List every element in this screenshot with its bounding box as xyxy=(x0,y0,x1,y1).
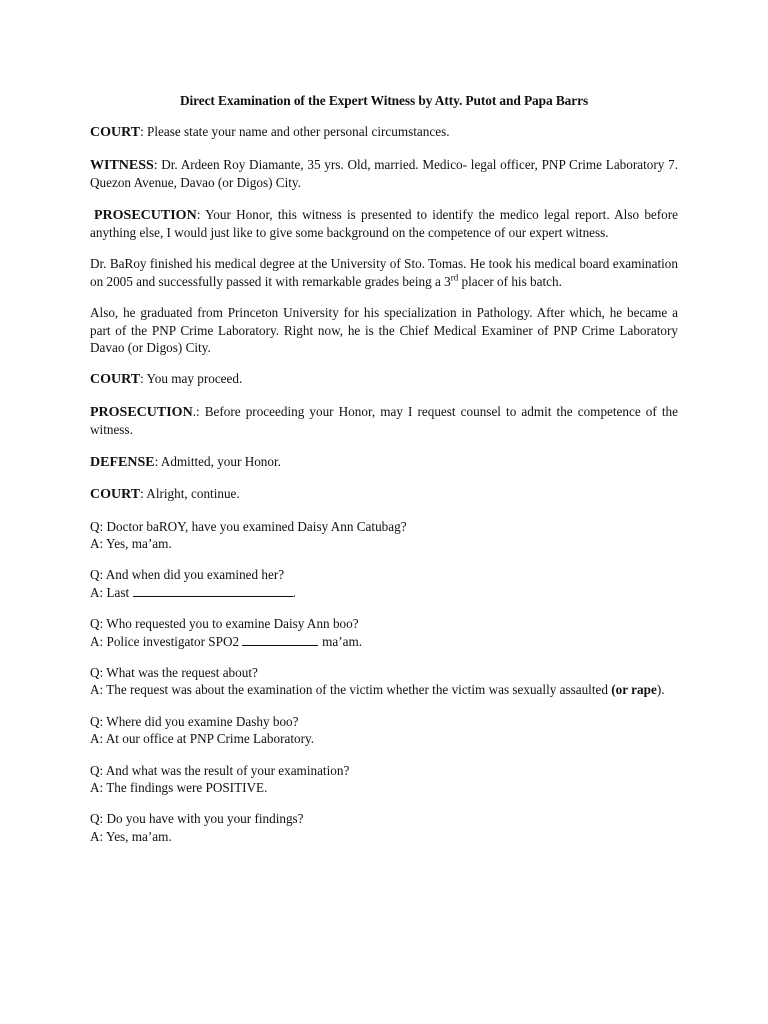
prosecution-statement-1 xyxy=(90,206,678,242)
answer-prefix: A: Police investigator SPO2 xyxy=(90,633,240,649)
question-line: Q: Where did you examine Dashy boo? xyxy=(90,713,299,729)
answer-end: ). xyxy=(656,682,665,698)
document-page xyxy=(90,92,678,859)
background-paragraph-1 xyxy=(90,255,678,290)
witness-statement xyxy=(90,156,678,192)
question-line: Q: What was the request about? xyxy=(90,664,258,680)
qa-pair-6 xyxy=(90,762,678,797)
answer-bold-text: (or rape xyxy=(611,682,657,698)
statement-text: : Your Honor, this witness is presented to identify the medico legal report. Also before anything else, I would just like to give some background on the competence of our expert witness. xyxy=(90,206,678,241)
answer-text: A: The request was about the examination of the victim whether the victim was sexually assaulted xyxy=(90,682,612,698)
speaker-label: COURT xyxy=(90,125,141,141)
statement-text: : Dr. Ardeen Roy Diamante, 35 yrs. Old, married. Medico- legal officer, PNP Crime Laboratory 7. Quezon Avenue, Davao (or Digos) City. xyxy=(90,156,678,191)
question-line: Q: Do you have with you your findings? xyxy=(90,811,304,827)
question-line: Q: Doctor baROY, have you examined Daisy Ann Catubag? xyxy=(90,518,407,534)
answer-line xyxy=(90,584,678,601)
qa-pair-4 xyxy=(90,664,678,699)
qa-pair-3 xyxy=(90,615,678,650)
paragraph-text: Dr. BaRoy finished his medical degree at the University of Sto. Tomas. He took his medical board examination on 2005 and successfully passed it with remarkable grades being a 3 xyxy=(90,256,678,289)
paragraph-text-end: placer of his batch. xyxy=(458,273,562,289)
answer-line xyxy=(90,681,678,698)
speaker-label: COURT xyxy=(90,487,141,503)
answer-line: A: Yes, ma’am. xyxy=(90,828,172,844)
court-statement-1 xyxy=(90,123,678,141)
answer-line: A: At our office at PNP Crime Laboratory. xyxy=(90,731,315,747)
answer-suffix: ma’am. xyxy=(322,633,363,649)
statement-text: : Admitted, your Honor. xyxy=(154,453,281,469)
document-title: Direct Examination of the Expert Witness by Atty. Putot and Papa Barrs xyxy=(179,93,589,108)
qa-pair-2 xyxy=(90,566,678,601)
court-statement-2 xyxy=(90,370,678,388)
statement-text: : Alright, continue. xyxy=(140,486,240,502)
speaker-label: PROSECUTION xyxy=(90,404,193,420)
speaker-label: COURT xyxy=(90,372,141,388)
question-line: Q: And when did you examined her? xyxy=(90,567,285,583)
speaker-label: DEFENSE xyxy=(90,454,155,470)
answer-line xyxy=(90,633,678,650)
statement-text: .: Before proceeding your Honor, may I request counsel to admit the competence of the witness. xyxy=(90,403,678,438)
court-statement-3 xyxy=(90,485,678,503)
answer-prefix: A: Last xyxy=(90,584,133,600)
answer-line: A: The findings were POSITIVE. xyxy=(90,779,268,795)
ordinal-suffix: rd xyxy=(450,272,459,283)
blank-line xyxy=(242,633,318,646)
speaker-label: WITNESS xyxy=(90,157,154,173)
answer-suffix: . xyxy=(292,584,296,600)
question-line: Q: And what was the result of your examination? xyxy=(90,762,350,778)
blank-line xyxy=(133,584,293,597)
qa-pair-1 xyxy=(90,518,678,553)
qa-pair-5 xyxy=(90,713,678,748)
qa-pair-7 xyxy=(90,810,678,845)
prosecution-statement-2 xyxy=(90,403,678,439)
speaker-label: PROSECUTION xyxy=(94,207,197,223)
statement-text: : You may proceed. xyxy=(140,371,243,387)
answer-line: A: Yes, ma’am. xyxy=(90,535,172,551)
background-paragraph-2: Also, he graduated from Princeton University for his specialization in Pathology. After which, he became a part of the PNP Crime Laboratory. Right now, he is the Chief Medical Examiner of PNP Crime Laboratory Davao (or Digos) City. xyxy=(90,305,678,356)
defense-statement xyxy=(90,453,678,471)
statement-text: : Please state your name and other personal circumstances. xyxy=(140,124,450,140)
question-line: Q: Who requested you to examine Daisy Ann boo? xyxy=(90,616,359,632)
